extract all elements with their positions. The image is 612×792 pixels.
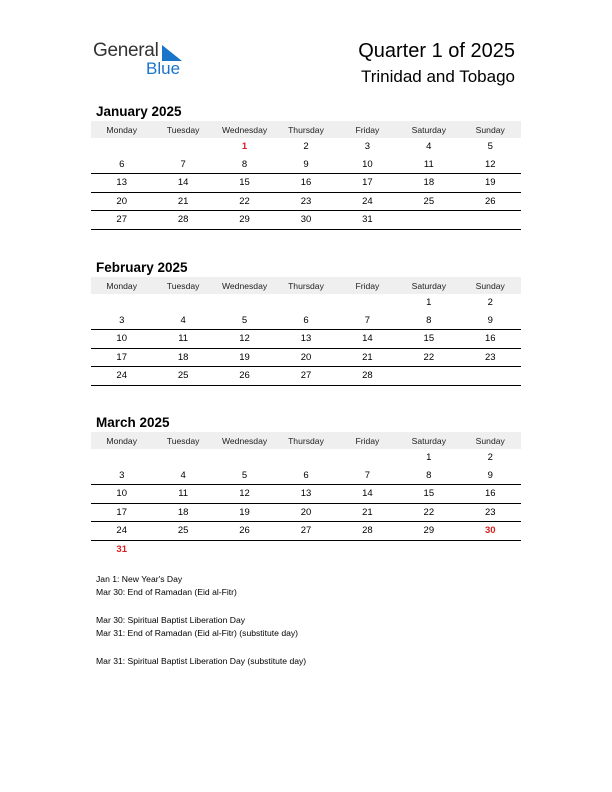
week-row [91, 294, 521, 312]
day-cell: 2 [487, 452, 493, 464]
weekday-label: Tuesday [166, 435, 200, 446]
weekday-label: Tuesday [166, 280, 200, 291]
day-cell: 29 [423, 525, 435, 537]
holiday-item: Mar 30: End of Ramadan (Eid al-Fitr) [96, 587, 237, 598]
day-cell: 16 [484, 333, 496, 345]
day-cell: 31 [116, 543, 127, 555]
weekday-label: Friday [355, 124, 380, 135]
country-name: Trinidad and Tobago [360, 67, 515, 86]
day-cell: 21 [362, 506, 373, 518]
month-march [91, 413, 521, 558]
day-cell: 1 [426, 297, 432, 309]
day-cell: 23 [300, 195, 312, 207]
day-cell: 14 [362, 488, 373, 500]
day-cell: 3 [119, 469, 125, 481]
day-cell: 4 [426, 141, 432, 153]
day-cell: 4 [180, 469, 186, 481]
day-cell: 22 [423, 351, 435, 363]
day-cell: 21 [177, 195, 189, 207]
day-cell: 3 [364, 141, 371, 153]
weekday-label: Friday [355, 280, 380, 291]
weekday-label: Saturday [411, 280, 447, 291]
day-cell: 17 [362, 177, 373, 189]
day-cell: 14 [362, 333, 373, 345]
week-row [91, 485, 521, 504]
weekday-label: Wednesday [221, 124, 268, 135]
day-cell: 18 [177, 351, 189, 363]
week-row [91, 467, 521, 486]
day-cell: 1 [241, 141, 248, 153]
day-cell: 15 [423, 488, 435, 500]
day-cell: 25 [177, 525, 189, 537]
week-row [91, 522, 521, 541]
day-cell: 18 [423, 177, 435, 189]
weekday-header [91, 277, 521, 294]
day-cell: 10 [362, 158, 373, 170]
day-cell: 25 [177, 370, 189, 382]
day-cell: 2 [487, 297, 493, 309]
day-cell: 8 [426, 469, 432, 481]
week-row [91, 138, 521, 156]
day-cell: 6 [119, 158, 125, 170]
month-february [91, 258, 521, 386]
day-cell: 6 [303, 314, 309, 326]
weekday-label: Sunday [475, 435, 505, 446]
weekday-label: Wednesday [221, 280, 268, 291]
day-cell: 31 [362, 214, 373, 226]
day-cell: 18 [177, 506, 189, 518]
week-row [91, 174, 521, 193]
week-row [91, 367, 521, 386]
week-row [91, 349, 521, 368]
day-cell: 20 [300, 506, 312, 518]
page-title: Quarter 1 of 2025 [358, 40, 515, 62]
logo-blue-text: Blue [146, 59, 181, 78]
day-cell: 10 [116, 333, 127, 345]
day-cell: 30 [484, 525, 496, 537]
day-cell: 26 [239, 525, 250, 537]
day-cell: 8 [241, 158, 248, 170]
week-row [91, 541, 521, 559]
day-cell: 13 [300, 488, 312, 500]
weekday-header [91, 121, 521, 138]
day-cell: 9 [487, 314, 493, 326]
day-cell: 29 [239, 214, 250, 226]
day-cell: 1 [426, 452, 432, 464]
day-cell: 4 [180, 314, 186, 326]
day-cell: 28 [362, 525, 373, 537]
weekday-label: Wednesday [221, 435, 268, 446]
day-cell: 9 [303, 158, 309, 170]
day-cell: 12 [239, 488, 250, 500]
day-cell: 26 [239, 370, 250, 382]
day-cell: 24 [116, 370, 127, 382]
month-title: January 2025 [96, 104, 182, 119]
weekday-header [91, 432, 521, 449]
day-cell: 11 [178, 333, 189, 345]
day-cell: 11 [423, 158, 434, 170]
day-cell: 16 [484, 488, 496, 500]
day-cell: 25 [423, 195, 435, 207]
day-cell: 8 [426, 314, 432, 326]
day-cell: 6 [303, 469, 309, 481]
day-cell: 9 [487, 469, 493, 481]
day-cell: 3 [119, 314, 125, 326]
day-cell: 28 [177, 214, 189, 226]
weekday-label: Saturday [411, 435, 447, 446]
day-cell: 12 [484, 158, 496, 170]
day-cell: 5 [241, 469, 248, 481]
weekday-label: Sunday [475, 280, 505, 291]
day-cell: 5 [487, 141, 493, 153]
day-cell: 19 [239, 351, 250, 363]
day-cell: 23 [484, 351, 496, 363]
weekday-label: Thursday [288, 124, 324, 135]
weekday-label: Monday [106, 280, 137, 291]
weekday-label: Thursday [288, 280, 324, 291]
month-january [91, 102, 521, 230]
day-cell: 23 [484, 506, 496, 518]
day-cell: 15 [423, 333, 435, 345]
day-cell: 22 [423, 506, 435, 518]
day-cell: 22 [239, 195, 250, 207]
holiday-item: Mar 31: Spiritual Baptist Liberation Day (substitute day) [96, 655, 307, 666]
day-cell: 19 [239, 506, 250, 518]
day-cell: 20 [300, 351, 312, 363]
weekday-label: Saturday [411, 124, 447, 135]
week-row [91, 449, 521, 467]
month-title: March 2025 [96, 415, 170, 430]
weekday-label: Monday [106, 435, 137, 446]
week-row [91, 211, 521, 230]
day-cell: 17 [116, 351, 127, 363]
day-cell: 30 [300, 214, 312, 226]
day-cell: 17 [116, 506, 127, 518]
week-row [91, 330, 521, 349]
day-cell: 21 [362, 351, 373, 363]
weekday-label: Tuesday [166, 124, 200, 135]
weekday-label: Thursday [288, 435, 324, 446]
day-cell: 19 [484, 177, 496, 189]
day-cell: 2 [303, 141, 309, 153]
day-cell: 27 [116, 214, 127, 226]
day-cell: 20 [116, 195, 127, 207]
week-row [91, 312, 521, 331]
logo [93, 40, 193, 80]
holiday-item: Mar 31: End of Ramadan (Eid al-Fitr) (substitute day) [96, 628, 299, 639]
day-cell: 24 [362, 195, 373, 207]
day-cell: 15 [239, 177, 250, 189]
day-cell: 27 [300, 370, 312, 382]
day-cell: 26 [484, 195, 496, 207]
week-row [91, 156, 521, 175]
weekday-label: Sunday [475, 124, 505, 135]
day-cell: 7 [364, 314, 371, 326]
logo-general-text: General [93, 40, 159, 61]
week-row [91, 193, 521, 212]
day-cell: 14 [177, 177, 189, 189]
day-cell: 28 [362, 370, 373, 382]
weekday-label: Friday [355, 435, 380, 446]
holiday-item: Jan 1: New Year's Day [96, 574, 183, 584]
day-cell: 12 [239, 333, 250, 345]
day-cell: 5 [241, 314, 248, 326]
day-cell: 7 [180, 158, 186, 170]
day-cell: 24 [116, 525, 127, 537]
holiday-item: Mar 30: Spiritual Baptist Liberation Day [96, 614, 246, 625]
day-cell: 7 [364, 469, 371, 481]
month-title: February 2025 [96, 260, 188, 275]
holiday-list [96, 573, 306, 668]
day-cell: 16 [300, 177, 312, 189]
day-cell: 13 [300, 333, 312, 345]
day-cell: 13 [116, 177, 127, 189]
week-row [91, 504, 521, 523]
day-cell: 11 [178, 488, 189, 500]
day-cell: 27 [300, 525, 312, 537]
day-cell: 10 [116, 488, 127, 500]
weekday-label: Monday [106, 124, 137, 135]
